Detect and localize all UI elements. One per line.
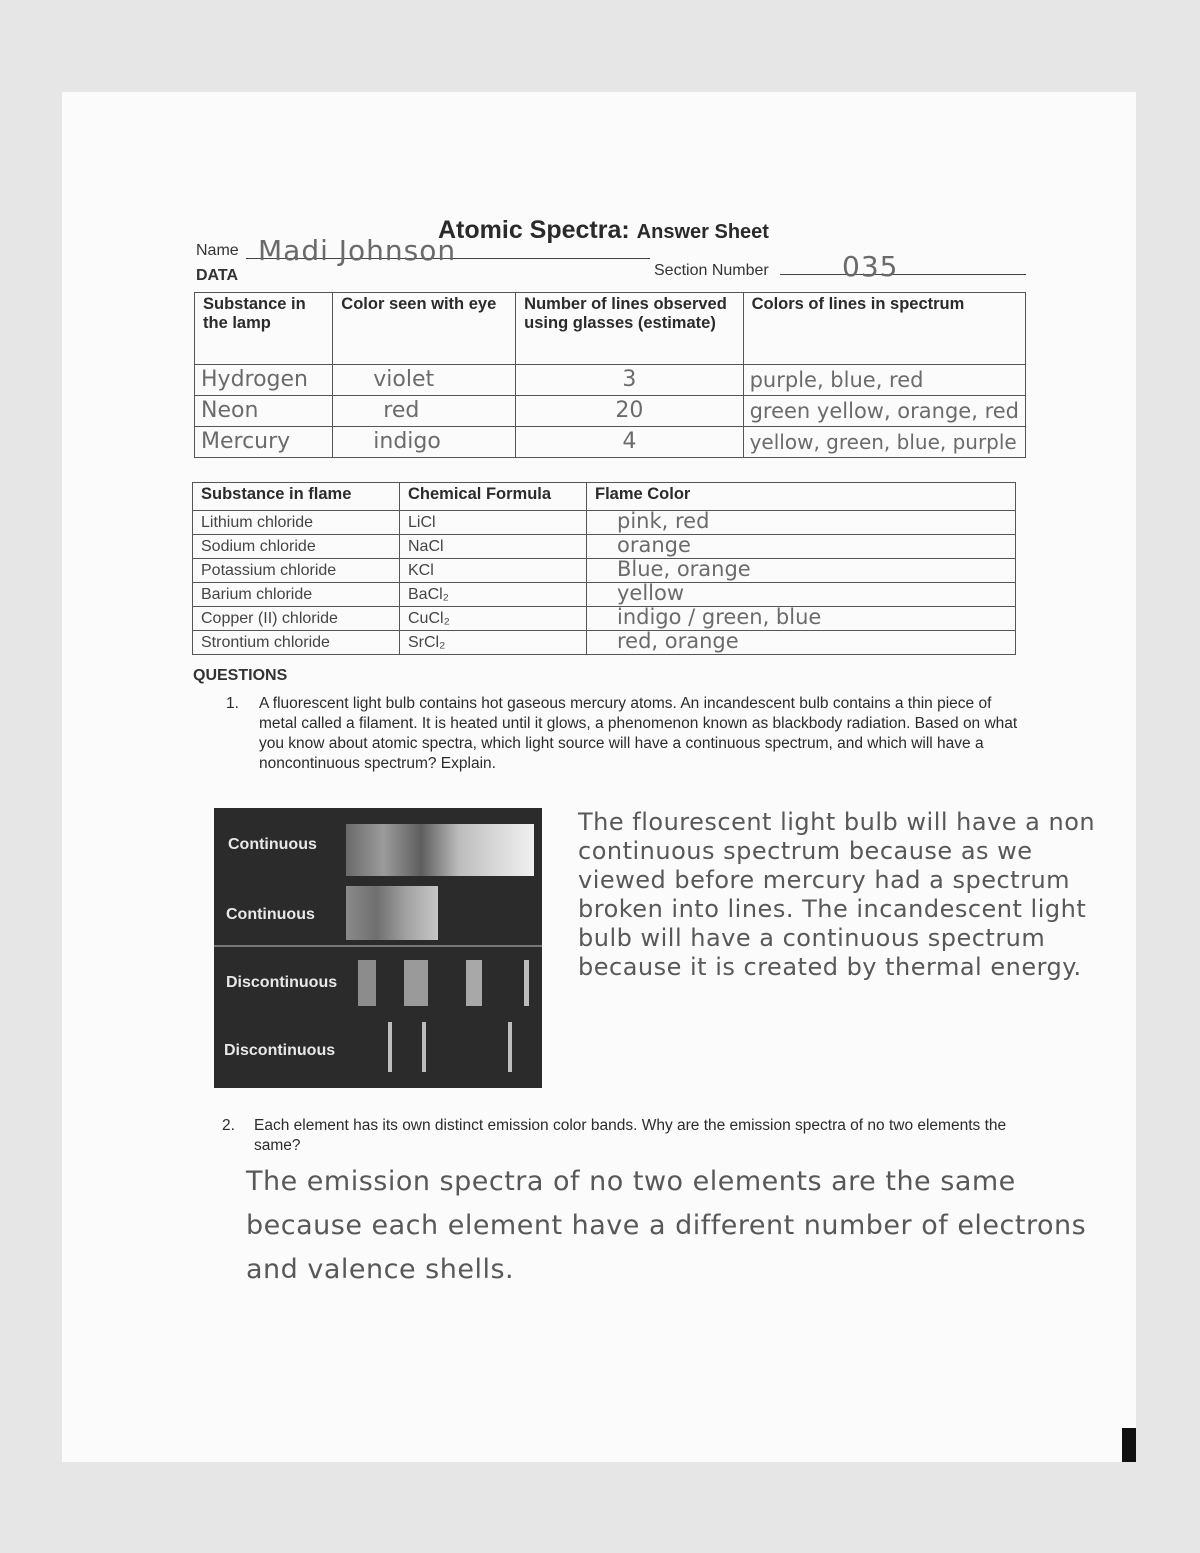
table-cell: Lithium chloride [193, 511, 400, 535]
col-header: Number of lines observed using glasses (estimate) [516, 293, 743, 365]
binder-edge [1122, 1428, 1136, 1462]
data-heading: DATA [196, 267, 239, 284]
emission-line [388, 1022, 392, 1072]
table-cell: Blue, orange [587, 559, 1016, 583]
table-row [193, 559, 1016, 583]
table-cell: Barium chloride [193, 583, 400, 607]
emission-line [404, 960, 428, 1006]
emission-line [508, 1022, 512, 1072]
col-header: Chemical Formula [400, 483, 587, 511]
spectrum-label: Discontinuous [224, 1042, 336, 1059]
section-value: 035 [842, 250, 899, 283]
continuous-spectrum-bar [346, 886, 438, 940]
title-main: Atomic Spectra: [438, 216, 630, 244]
question-2-number: 2. [222, 1117, 235, 1134]
col-header: Flame Color [587, 483, 1016, 511]
emission-line [524, 960, 529, 1006]
table-row [193, 631, 1016, 655]
table-row [193, 583, 1016, 607]
flame-color-table [192, 482, 1016, 655]
table-cell: Neon [195, 396, 333, 427]
name-label: Name [196, 242, 239, 259]
emission-line [466, 960, 482, 1006]
question-1-text: A fluorescent light bulb contains hot gaseous mercury atoms. An incandescent bulb contains a thin piece of metal called a filament. It is heated until it glows, a phenomenon known as blackbody radiation. Based on what you know about atomic spectra, which light source will have a continuous spectrum, and which will have a noncontinuous spectrum? Explain. [259, 695, 1018, 772]
question-1-answer: The flourescent light bulb will have a non continuous spectrum because as we viewed before mercury had a spectrum broken into lines. The incandescent light bulb will have a continuous spectrum because it is created by thermal energy. [578, 808, 1096, 981]
table-cell: KCl [400, 559, 587, 583]
table-cell: Mercury [195, 427, 333, 458]
table-cell: Copper (II) chloride [193, 607, 400, 631]
question-2-answer: The emission spectra of no two elements are the same because each element have a different number of electrons and valence shells. [246, 1166, 1087, 1285]
col-header: Substance in the lamp [195, 293, 333, 365]
question-2-text: Each element has its own distinct emission color bands. Why are the emission spectra of no two elements the same? [254, 1117, 1007, 1154]
table-cell: yellow [587, 583, 1016, 607]
questions-heading: QUESTIONS [193, 667, 288, 684]
spectrum-label: Discontinuous [226, 974, 338, 991]
spectrum-label: Continuous [226, 906, 315, 923]
table-cell: BaCl₂ [400, 583, 587, 607]
emission-line [422, 1022, 426, 1072]
table-row [195, 427, 1026, 458]
col-header: Colors of lines in spectrum [743, 293, 1025, 365]
name-value: Madi Johnson [258, 234, 457, 267]
table-cell: Hydrogen [195, 365, 333, 396]
spectrum-comparison-image [214, 808, 542, 1088]
table-cell: NaCl [400, 535, 587, 559]
figure-divider [214, 945, 542, 947]
table-row [193, 535, 1016, 559]
table-cell: yellow, green, blue, purple [743, 427, 1025, 458]
table-cell: Strontium chloride [193, 631, 400, 655]
lamp-spectra-table [194, 292, 1026, 458]
table-cell: red [333, 396, 516, 427]
table-cell: 4 [516, 427, 743, 458]
table-cell: 3 [516, 365, 743, 396]
table-cell: indigo / green, blue [587, 607, 1016, 631]
table-row [195, 396, 1026, 427]
table-cell: indigo [333, 427, 516, 458]
emission-line [358, 960, 376, 1006]
table-cell: 20 [516, 396, 743, 427]
table-cell: pink, red [587, 511, 1016, 535]
table-cell: Sodium chloride [193, 535, 400, 559]
title-sub: Answer Sheet [636, 221, 769, 243]
table-row [195, 365, 1026, 396]
table-cell: purple, blue, red [743, 365, 1025, 396]
table-cell: red, orange [587, 631, 1016, 655]
col-header: Color seen with eye [333, 293, 516, 365]
col-header: Substance in flame [193, 483, 400, 511]
spectrum-label: Continuous [228, 836, 317, 853]
continuous-spectrum-bar [346, 824, 534, 876]
table-cell: CuCl₂ [400, 607, 587, 631]
table-cell: LiCl [400, 511, 587, 535]
table-cell: green yellow, orange, red [743, 396, 1025, 427]
table-cell: SrCl₂ [400, 631, 587, 655]
table-row [193, 607, 1016, 631]
table-cell: Potassium chloride [193, 559, 400, 583]
table-row [193, 511, 1016, 535]
question-1-number: 1. [226, 695, 239, 712]
table-cell: violet [333, 365, 516, 396]
section-label: Section Number [654, 262, 769, 279]
table-cell: orange [587, 535, 1016, 559]
page-title [438, 216, 769, 245]
section-underline [780, 274, 1026, 275]
